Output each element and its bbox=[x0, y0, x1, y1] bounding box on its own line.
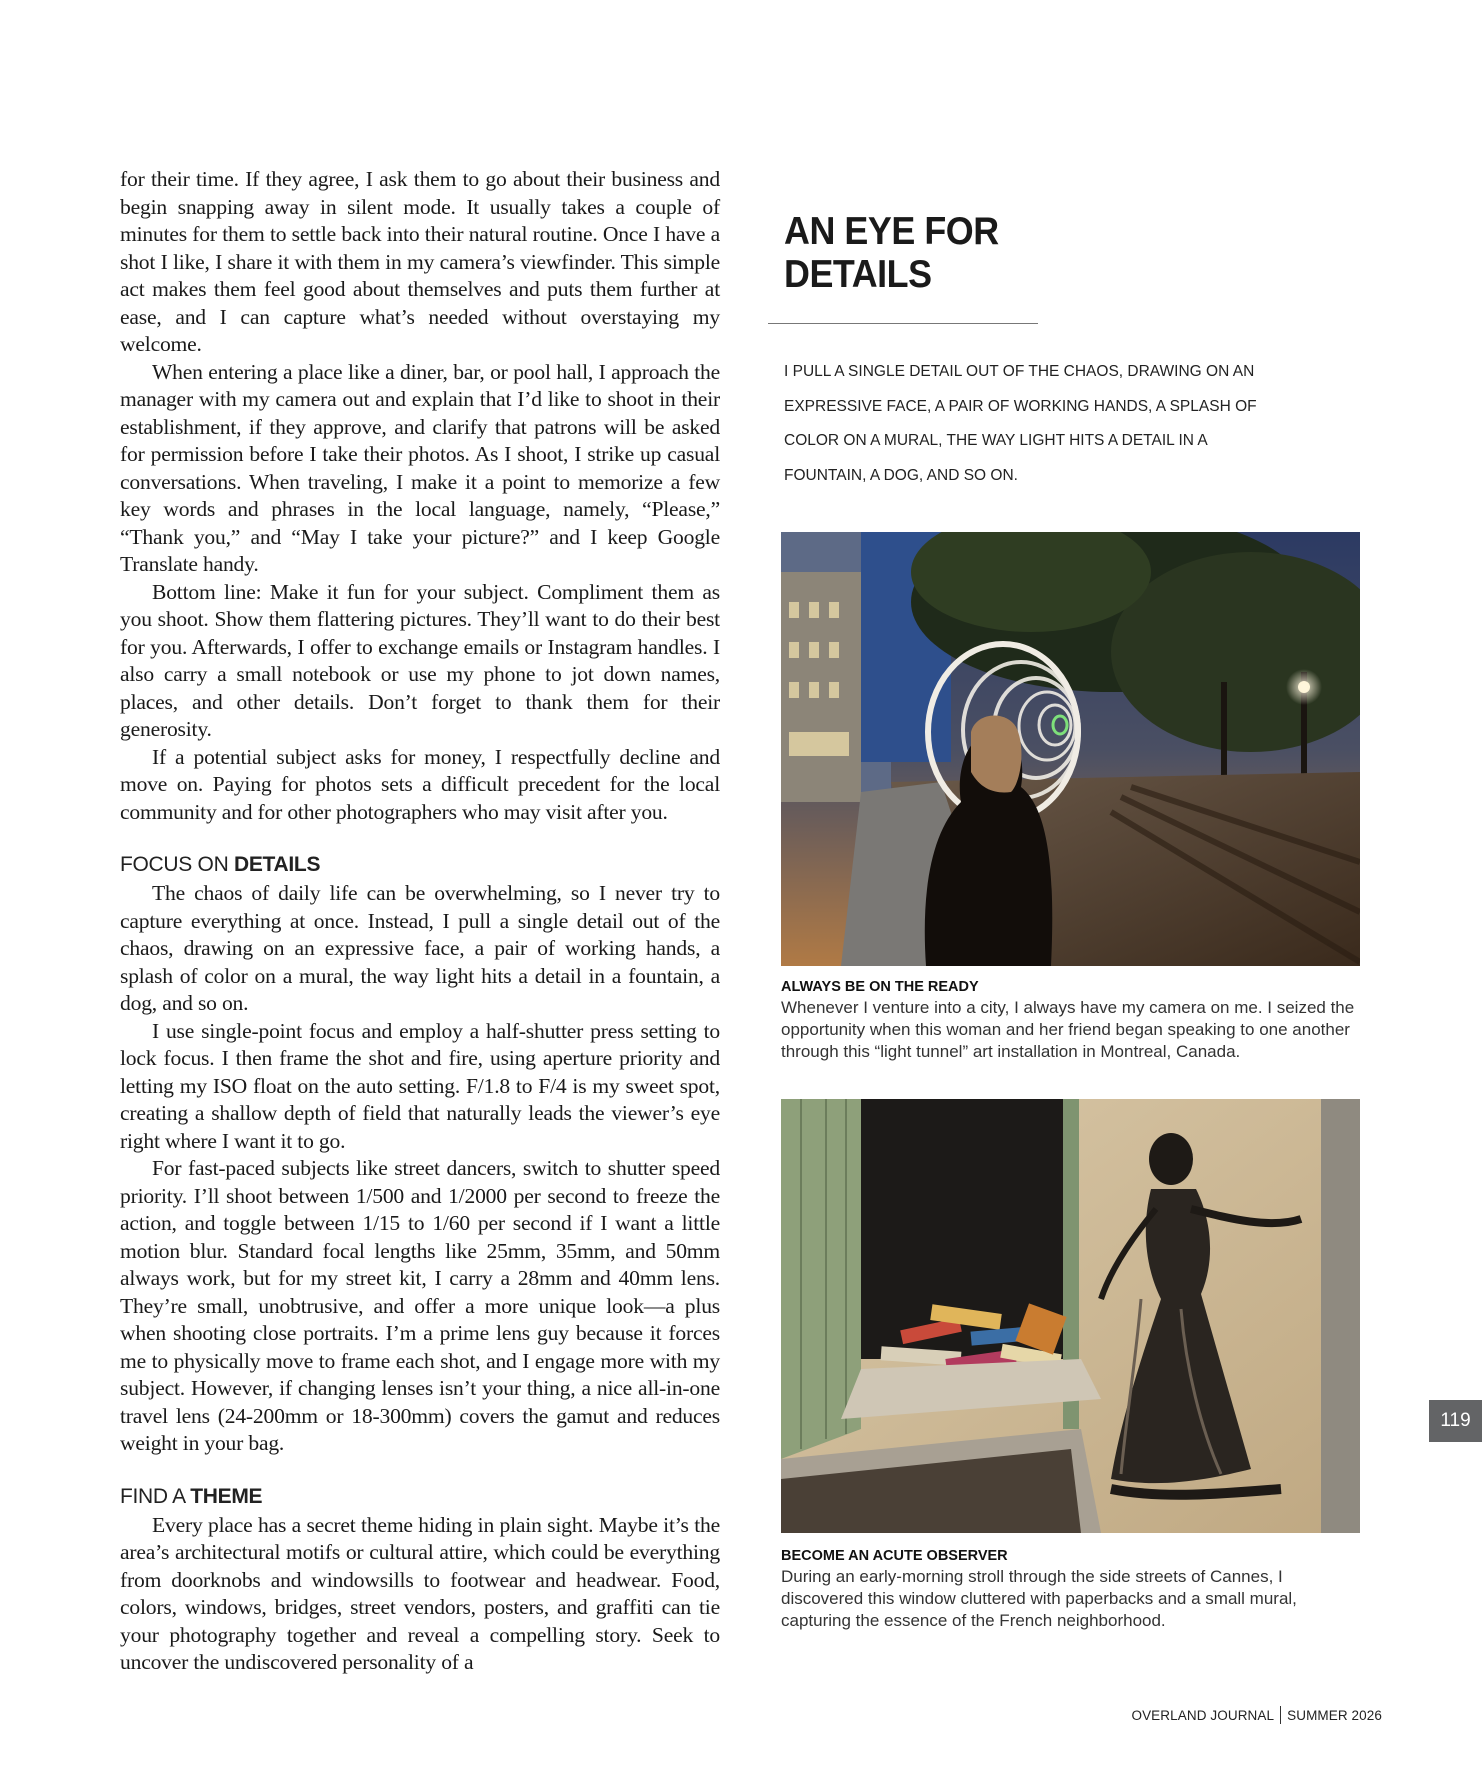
footer-issue: SUMMER 2026 bbox=[1287, 1708, 1382, 1723]
heading-strong: THEME bbox=[190, 1484, 263, 1508]
article-body bbox=[120, 166, 720, 1677]
pull-quote: I PULL A SINGLE DETAIL OUT OF THE CHAOS, DRAWING ON AN EXPRESSIVE FACE, A PAIR OF WORKING HANDS, A SPLASH OF COLOR ON A MURAL, THE WAY LIGHT HITS A DETAIL IN A FOUNTAIN, A DOG, AND SO ON. bbox=[784, 363, 1257, 484]
page-number: 119 bbox=[1429, 1400, 1482, 1442]
heading-strong: DETAILS bbox=[233, 853, 321, 876]
heading-light: FOCUS ON bbox=[120, 853, 229, 876]
sidebar-title-line: AN EYE FOR bbox=[784, 210, 999, 253]
caption-text: During an early-morning stroll through the side streets of Cannes, I discovered this window cluttered with paperbacks and a small mural, capturing the essence of the French neighborhood. bbox=[781, 1567, 1297, 1630]
footer bbox=[1131, 1706, 1382, 1723]
caption-title: ALWAYS BE ON THE READY bbox=[781, 979, 979, 995]
photo-caption bbox=[781, 1546, 1361, 1632]
photo-window-mural bbox=[781, 1099, 1360, 1533]
caption-text: Whenever I venture into a city, I always have my camera on me. I seized the opportunity when this woman and her friend began speaking to one another through this “light tunnel” art installation in Montreal, Canada. bbox=[781, 998, 1355, 1061]
heading-light: FIND A bbox=[120, 1484, 185, 1508]
paragraph: I use single-point focus and employ a half-shutter press setting to lock focus. I then frame the shot and fire, using aperture priority and letting my ISO float on the auto setting. F/1.8 to F/4 is my sweet spot, creating a shallow depth of field that naturally leads the viewer’s eye right where I want it to go. bbox=[120, 1018, 720, 1153]
sidebar-divider bbox=[768, 323, 1038, 324]
paragraph: When entering a place like a diner, bar, or pool hall, I approach the manager with my camera out and explain that I’d like to shoot in their establishment, if they approve, and clarify that patrons will be asked for permission before I take their photos. As I shoot, I strike up casual conversations. When traveling, I make it a point to memorize a few key words and phrases in the local language, namely, “Please,” “Thank you,” and “May I take your picture?” and I keep Google Translate handy. bbox=[120, 359, 720, 576]
paragraph: for their time. If they agree, I ask them to go about their business and begin snapping away in silent mode. It usually takes a couple of minutes for them to settle back into their natural routine. Once I have a shot I like, I share it with them in my camera’s viewfinder. This simple act makes them feel good about themselves and puts them further at ease, and I can capture what’s needed without overstaying my welcome. bbox=[120, 167, 720, 356]
section-heading-theme bbox=[120, 1484, 720, 1510]
photo-caption bbox=[781, 977, 1361, 1063]
sidebar-title bbox=[784, 210, 1060, 296]
caption-title: BECOME AN ACUTE OBSERVER bbox=[781, 1548, 1008, 1564]
paragraph: The chaos of daily life can be overwhelming, so I never try to capture everything at once. Instead, I pull a single detail out of the chaos, drawing on an expressive face, a pair of working hands, a splash of color on a mural, the way light hits a detail in a fountain, a dog, and so on. bbox=[120, 881, 720, 1015]
sidebar-title-line: DETAILS bbox=[784, 253, 932, 296]
paragraph: If a potential subject asks for money, I respectfully decline and move on. Paying for photos sets a difficult precedent for the local community and for other photographers who may visit after you. bbox=[120, 744, 720, 824]
paragraph: Bottom line: Make it fun for your subject. Compliment them as you shoot. Show them flattering pictures. They’ll want to do their best for you. Afterwards, I offer to exchange emails or Instagram handles. I also carry a small notebook or use my phone to jot down names, places, and other details. Don’t forget to thank them for their generosity. bbox=[120, 579, 720, 741]
photo-light-tunnel bbox=[781, 532, 1360, 966]
footer-separator bbox=[1280, 1706, 1281, 1724]
paragraph: For fast-paced subjects like street dancers, switch to shutter speed priority. I’ll shoot between 1/500 and 1/2000 per second to freeze the action, and toggle between 1/15 to 1/60 per second if I want a little motion blur. Standard focal lengths like 25mm, 35mm, and 50mm always work, but for my street kit, I carry a 28mm and 40mm lens. They’re small, unobtrusive, and offer a more unique look—a plus when shooting close portraits. I’m a prime lens guy because it forces me to physically move to frame each shot, and I engage more with my subject. However, if changing lenses isn’t your thing, a nice all-in-one travel lens (24-200mm or 18-300mm) covers the gamut and reduces weight in your bag. bbox=[120, 1156, 720, 1455]
light-tunnel-image bbox=[781, 532, 1360, 966]
section-heading-focus bbox=[120, 852, 720, 878]
paragraph: Every place has a secret theme hiding in plain sight. Maybe it’s the area’s architectural motifs or cultural attire, which could be everything from doorknobs and windowsills to footwear and headwear. Food, colors, windows, bridges, street vendors, posters, and graffiti can tie your photography together and reveal a compelling story. Seek to uncover the undiscovered personality of a bbox=[120, 1512, 720, 1674]
footer-magazine: OVERLAND JOURNAL bbox=[1131, 1708, 1275, 1723]
window-mural-image bbox=[781, 1099, 1360, 1533]
